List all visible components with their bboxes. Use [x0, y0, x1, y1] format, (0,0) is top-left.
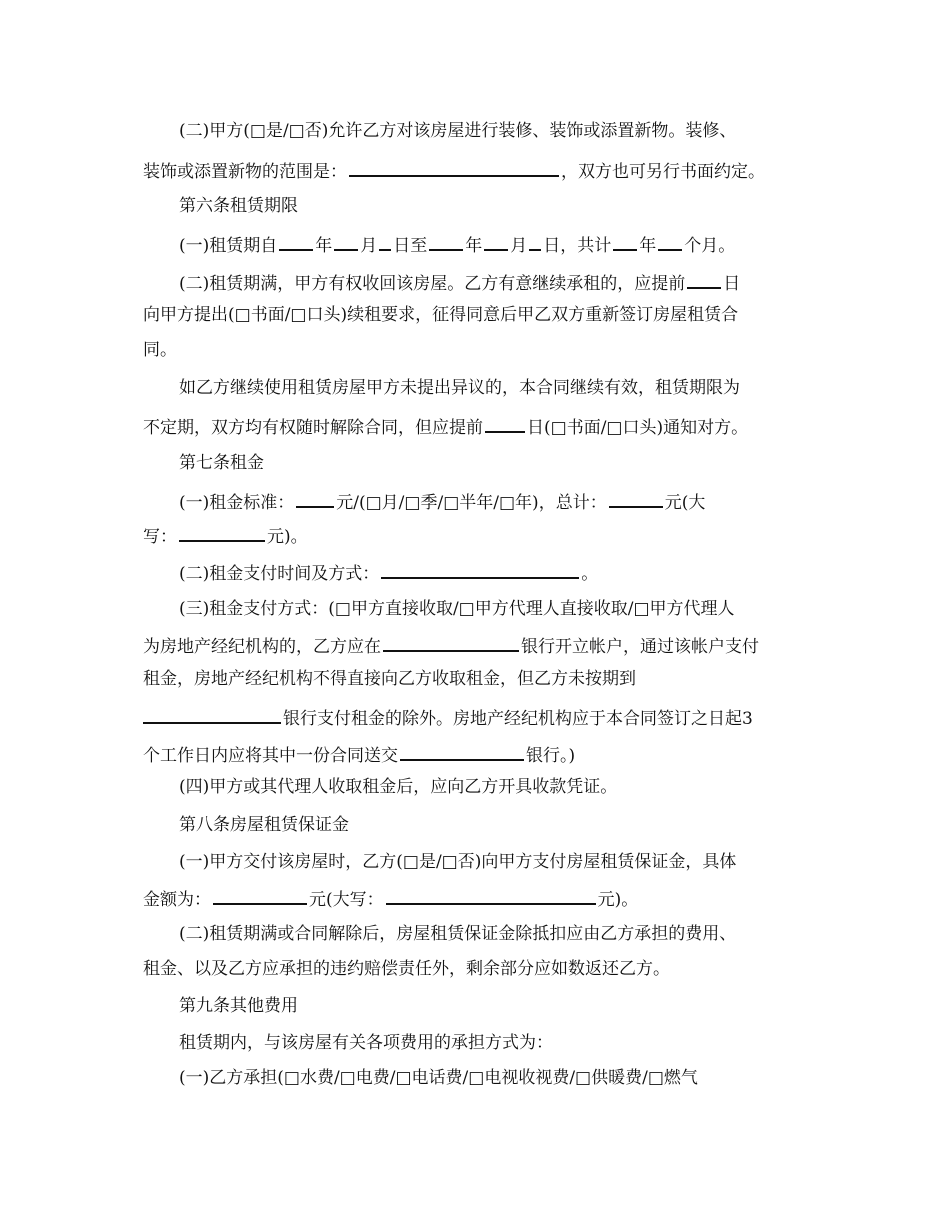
text-line: 装饰或添置新物的范围是： ，双方也可另行书面约定。 [143, 158, 765, 183]
fill-blank[interactable] [213, 886, 307, 905]
text-line: 向甲方提出(□书面/□口头)续租要求，征得同意后甲乙双方重新签订房屋租赁合 [143, 305, 739, 325]
fill-blank[interactable] [484, 232, 508, 251]
fill-blank[interactable] [349, 158, 559, 177]
text-line: (四)甲方或其代理人收取租金后，应向乙方开具收款凭证。 [179, 777, 618, 797]
section-heading: 第八条房屋租赁保证金 [179, 815, 349, 835]
text-line: 同。 [143, 340, 177, 360]
section-heading: 第九条其他费用 [179, 996, 298, 1016]
text-line: (一)甲方交付该房屋时，乙方(□是/□否)向甲方支付房屋租赁保证金，具体 [179, 852, 737, 872]
text-line: (二)租赁期满，甲方有权收回该房屋。乙方有意继续承租的，应提前 日 [179, 270, 740, 295]
fill-blank[interactable] [658, 232, 682, 251]
text-line: 租赁期内，与该房屋有关各项费用的承担方式为： [179, 1033, 553, 1053]
fill-blank[interactable] [279, 232, 313, 251]
text-line: (二)租金支付时间及方式： 。 [179, 560, 598, 585]
text-line: 银行支付租金的除外。房地产经纪机构应于本合同签订之日起3 [143, 705, 753, 730]
section-heading: 第六条租赁期限 [179, 196, 298, 216]
fill-blank[interactable] [334, 232, 358, 251]
text-line: 不定期，双方均有权随时解除合同，但应提前 日(□书面/□口头)通知对方。 [143, 414, 748, 439]
text-line: (一)租赁期自 年 月 日至 年 月 日，共计 年 个月。 [179, 232, 735, 257]
text-line: 金额为： 元(大写： 元)。 [143, 886, 638, 911]
fill-blank[interactable] [613, 232, 637, 251]
text-line: 为房地产经纪机构的，乙方应在 银行开立帐户，通过该帐户支付 [143, 633, 759, 658]
fill-blank[interactable] [687, 270, 721, 289]
text-line: 个工作日内应将其中一份合同送交 银行。) [143, 742, 575, 767]
fill-blank[interactable] [179, 523, 265, 542]
text-line: (一)乙方承担(□水费/□电费/□电话费/□电视收视费/□供暖费/□燃气 [179, 1068, 698, 1088]
fill-blank[interactable] [379, 232, 391, 251]
fill-blank[interactable] [383, 633, 519, 652]
fill-blank[interactable] [429, 232, 463, 251]
section-heading: 第七条租金 [179, 453, 264, 473]
text-line: (一)租金标准： 元/(□月/□季/□半年/□年)，总计： 元(大 [179, 489, 705, 514]
text-line: 租金、以及乙方应承担的违约赔偿责任外，剩余部分应如数返还乙方。 [143, 959, 670, 979]
text-line: 如乙方继续使用租赁房屋甲方未提出异议的，本合同继续有效，租赁期限为 [179, 378, 740, 398]
text-line: (二)租赁期满或合同解除后，房屋租赁保证金除抵扣应由乙方承担的费用、 [179, 924, 737, 944]
fill-blank[interactable] [529, 232, 541, 251]
text-line: 写： 元)。 [143, 523, 308, 548]
fill-blank[interactable] [400, 742, 524, 761]
fill-blank[interactable] [386, 886, 596, 905]
text-line: (二)甲方(□是/□否)允许乙方对该房屋进行装修、装饰或添置新物。装修、 [179, 121, 737, 141]
fill-blank[interactable] [485, 414, 525, 433]
text-line: 租金，房地产经纪机构不得直接向乙方收取租金，但乙方未按期到 [143, 669, 636, 689]
fill-blank[interactable] [609, 489, 663, 508]
fill-blank[interactable] [143, 705, 281, 724]
fill-blank[interactable] [381, 560, 579, 579]
fill-blank[interactable] [296, 489, 334, 508]
text-line: (三)租金支付方式：(□甲方直接收取/□甲方代理人直接收取/□甲方代理人 [179, 599, 735, 619]
